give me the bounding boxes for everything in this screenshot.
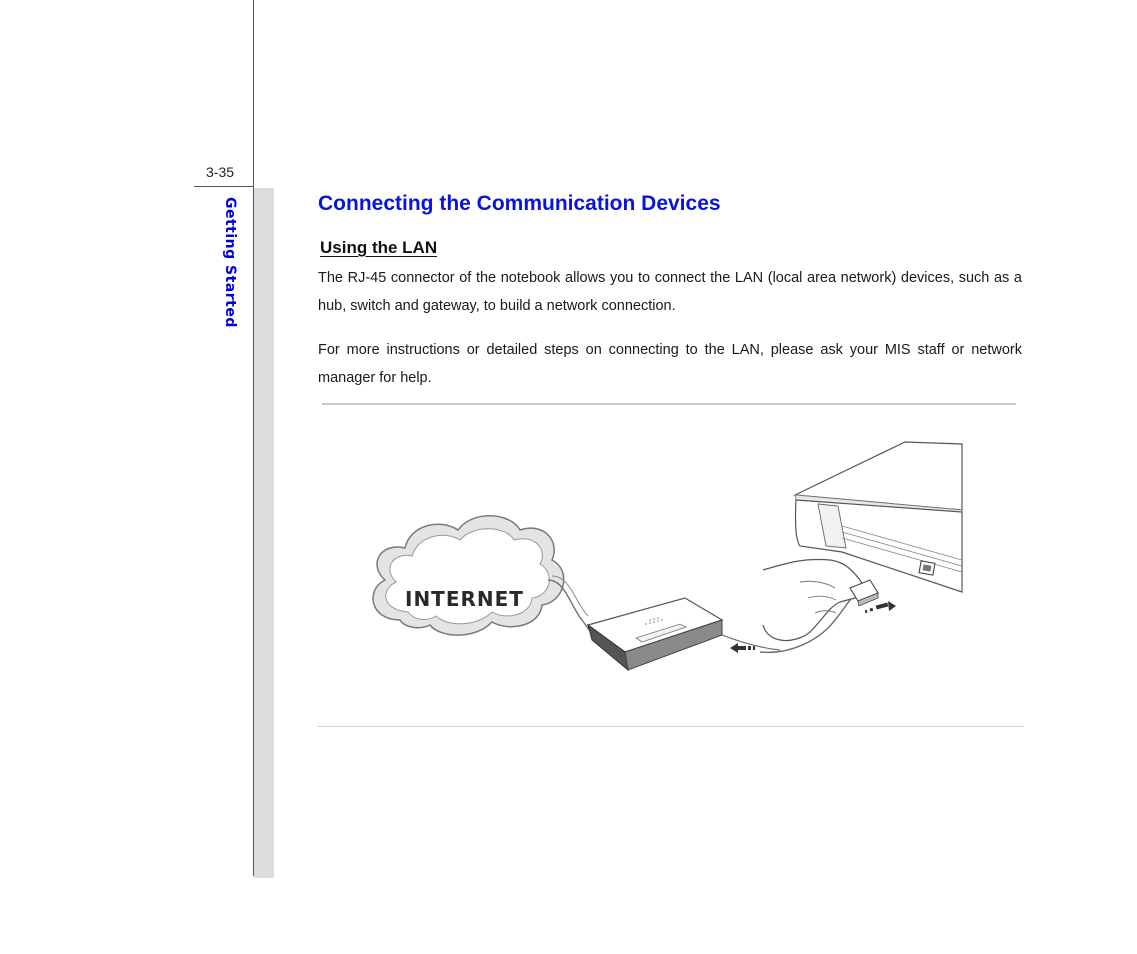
margin-gray-band: [254, 188, 274, 878]
internet-cloud-icon: [373, 516, 564, 635]
figure-bottom-rule: [318, 726, 1024, 727]
body-paragraph-2: For more instructions or detailed steps on connecting to the LAN, please ask your MIS staff or network manager for help.: [318, 342, 1022, 386]
hand-plugging-cable-icon: [763, 559, 878, 640]
page-number: 3-35: [206, 164, 235, 180]
figure-top-rule: [322, 403, 1016, 405]
hub-router-icon: [588, 598, 722, 670]
lan-connection-illustration: [360, 430, 970, 690]
cloud-label: INTERNET: [405, 587, 524, 611]
body-paragraph-1: The RJ-45 connector of the notebook allows you to connect the LAN (local area network) devices, such as a hub, switch and gateway, to build a network connection.: [318, 270, 1022, 314]
page-title: Connecting the Communication Devices: [318, 192, 721, 215]
arrow-right-icon: [865, 601, 896, 613]
section-subtitle: Using the LAN: [320, 238, 438, 257]
section-tab-label: Getting Started: [222, 197, 238, 328]
page-number-rule: [194, 186, 254, 187]
